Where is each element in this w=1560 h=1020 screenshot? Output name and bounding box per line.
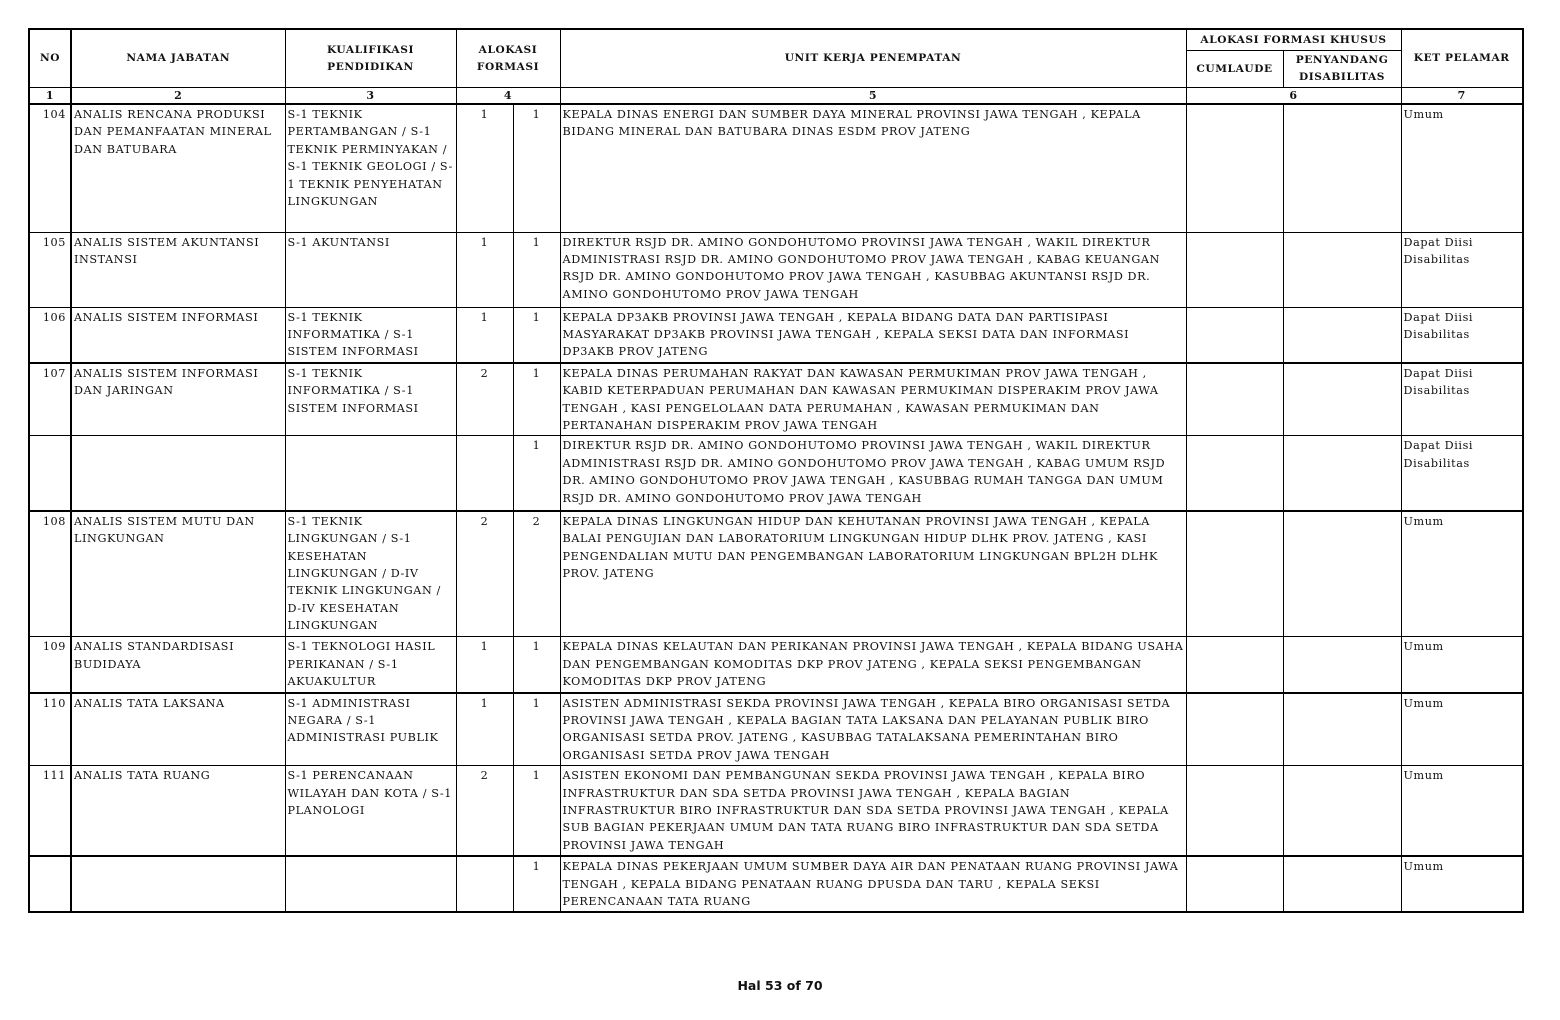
row-kualifikasi: S-1 ADMINISTRASI NEGARA / S-1 ADMINISTRASI PUBLIK	[285, 693, 456, 766]
row-kualifikasi: S-1 AKUNTANSI	[285, 232, 456, 307]
row-disabilitas	[1283, 232, 1401, 307]
row-nama-jabatan: ANALIS TATA RUANG	[71, 766, 285, 857]
row-unit-kerja: KEPALA DINAS ENERGI DAN SUMBER DAYA MINERAL PROVINSI JAWA TENGAH , KEPALA BIDANG MINERAL DAN BATUBARA DINAS ESDM PROV JATENG	[560, 104, 1186, 232]
row-alokasi-total: 1	[456, 693, 513, 766]
row-alokasi-jumlah: 1	[513, 766, 560, 857]
row-alokasi-total: 1	[456, 104, 513, 232]
row-cumlaude	[1186, 637, 1283, 693]
row-alokasi-total: 2	[456, 511, 513, 637]
row-alokasi-jumlah: 1	[513, 104, 560, 232]
column-number: 2	[71, 88, 285, 105]
row-ket: Umum	[1401, 637, 1523, 693]
row-unit-kerja: KEPALA DINAS PERUMAHAN RAKYAT DAN KAWASAN PERMUKIMAN PROV JAWA TENGAH , KABID KETERPADUAN PERUMAHAN DAN KAWASAN PERMUKIMAN DISPERAKIM PROV JAWA TENGAH , KASI PENGELOLAAN DATA PERUMAHAN , KAWASAN PERMUKIMAN DAN PERTANAHAN DISPERAKIM PROV JAWA TENGAH	[560, 363, 1186, 436]
row-kualifikasi: S-1 PERENCANAAN WILAYAH DAN KOTA / S-1 PLANOLOGI	[285, 766, 456, 857]
column-number: 5	[560, 88, 1186, 105]
table-row	[29, 104, 1523, 232]
row-no: 104	[29, 104, 71, 232]
row-alokasi-jumlah: 1	[513, 363, 560, 436]
row-kualifikasi	[285, 856, 456, 912]
row-ket: Dapat Diisi Disabilitas	[1401, 436, 1523, 511]
header-disabilitas: PENYANDANG DISABILITAS	[1283, 51, 1401, 88]
row-unit-kerja: ASISTEN EKONOMI DAN PEMBANGUNAN SEKDA PROVINSI JAWA TENGAH , KEPALA BIRO INFRASTRUKTUR DAN SDA SETDA PROVINSI JAWA TENGAH , KEPALA BAGIAN INFRASTRUKTUR BIRO INFRASTRUKTUR DAN SDA SETDA PROVINSI JAWA TENGAH , KEPALA SUB BAGIAN PEKERJAAN UMUM DAN TATA RUANG BIRO INFRASTRUKTUR DAN SDA SETDA PROVINSI JAWA TENGAH	[560, 766, 1186, 857]
row-kualifikasi: S-1 TEKNIK INFORMATIKA / S-1 SISTEM INFORMASI	[285, 363, 456, 436]
row-ket: Umum	[1401, 766, 1523, 857]
row-cumlaude	[1186, 693, 1283, 766]
row-unit-kerja: KEPALA DINAS KELAUTAN DAN PERIKANAN PROVINSI JAWA TENGAH , KEPALA BIDANG USAHA DAN PENGEMBANGAN KOMODITAS DKP PROV JATENG , KEPALA SEKSI PENGEMBANGAN KOMODITAS DKP PROV JATENG	[560, 637, 1186, 693]
column-number: 1	[29, 88, 71, 105]
row-cumlaude	[1186, 436, 1283, 511]
table-row	[29, 232, 1523, 307]
header-nama-jabatan: NAMA JABATAN	[71, 29, 285, 88]
row-unit-kerja: KEPALA DP3AKB PROVINSI JAWA TENGAH , KEPALA BIDANG DATA DAN PARTISIPASI MASYARAKAT DP3AKB PROVINSI JAWA TENGAH , KEPALA SEKSI DATA DAN INFORMASI DP3AKB PROV JATENG	[560, 307, 1186, 363]
row-alokasi-total: 1	[456, 307, 513, 363]
header-ket-pelamar: KET PELAMAR	[1401, 29, 1523, 88]
row-cumlaude	[1186, 104, 1283, 232]
row-nama-jabatan	[71, 856, 285, 912]
row-disabilitas	[1283, 637, 1401, 693]
row-alokasi-jumlah: 1	[513, 856, 560, 912]
row-alokasi-jumlah: 1	[513, 307, 560, 363]
row-kualifikasi: S-1 TEKNIK INFORMATIKA / S-1 SISTEM INFORMASI	[285, 307, 456, 363]
column-number: 4	[456, 88, 560, 105]
table-row	[29, 637, 1523, 693]
table-body	[29, 104, 1523, 912]
table-row	[29, 766, 1523, 857]
column-number: 3	[285, 88, 456, 105]
row-nama-jabatan: ANALIS STANDARDISASI BUDIDAYA	[71, 637, 285, 693]
row-nama-jabatan	[71, 436, 285, 511]
row-no: 108	[29, 511, 71, 637]
row-unit-kerja: KEPALA DINAS PEKERJAAN UMUM SUMBER DAYA AIR DAN PENATAAN RUANG PROVINSI JAWA TENGAH , KEPALA BIDANG PENATAAN RUANG DPUSDA DAN TARU , KEPALA SEKSI PERENCANAAN TATA RUANG	[560, 856, 1186, 912]
row-unit-kerja: ASISTEN ADMINISTRASI SEKDA PROVINSI JAWA TENGAH , KEPALA BIRO ORGANISASI SETDA PROVINSI JAWA TENGAH , KEPALA BAGIAN TATA LAKSANA DAN PELAYANAN PUBLIK BIRO ORGANISASI SETDA PROV. JATENG , KASUBBAG TATALAKSANA PEMERINTAHAN BIRO ORGANISASI SETDA PROV JAWA TENGAH	[560, 693, 1186, 766]
row-no: 111	[29, 766, 71, 857]
table-row	[29, 436, 1523, 511]
header-kualifikasi: KUALIFIKASI PENDIDIKAN	[285, 29, 456, 88]
table-row	[29, 307, 1523, 363]
row-no	[29, 856, 71, 912]
row-cumlaude	[1186, 766, 1283, 857]
row-nama-jabatan: ANALIS TATA LAKSANA	[71, 693, 285, 766]
row-ket: Umum	[1401, 104, 1523, 232]
row-ket: Umum	[1401, 856, 1523, 912]
row-alokasi-jumlah: 1	[513, 232, 560, 307]
row-kualifikasi: S-1 TEKNOLOGI HASIL PERIKANAN / S-1 AKUAKULTUR	[285, 637, 456, 693]
row-nama-jabatan: ANALIS RENCANA PRODUKSI DAN PEMANFAATAN MINERAL DAN BATUBARA	[71, 104, 285, 232]
row-disabilitas	[1283, 511, 1401, 637]
row-no: 105	[29, 232, 71, 307]
column-number: 6	[1186, 88, 1401, 105]
header-alokasi-formasi: ALOKASI FORMASI	[456, 29, 560, 88]
row-disabilitas	[1283, 693, 1401, 766]
row-alokasi-total	[456, 856, 513, 912]
header-alokasi-khusus: ALOKASI FORMASI KHUSUS	[1186, 29, 1401, 51]
row-cumlaude	[1186, 363, 1283, 436]
row-kualifikasi: S-1 TEKNIK PERTAMBANGAN / S-1 TEKNIK PERMINYAKAN / S-1 TEKNIK GEOLOGI / S-1 TEKNIK PENYEHATAN LINGKUNGAN	[285, 104, 456, 232]
table-row	[29, 693, 1523, 766]
row-alokasi-total	[456, 436, 513, 511]
row-disabilitas	[1283, 104, 1401, 232]
row-no	[29, 436, 71, 511]
row-nama-jabatan: ANALIS SISTEM INFORMASI DAN JARINGAN	[71, 363, 285, 436]
row-no: 106	[29, 307, 71, 363]
row-ket: Dapat Diisi Disabilitas	[1401, 363, 1523, 436]
header-no: NO	[29, 29, 71, 88]
row-nama-jabatan: ANALIS SISTEM AKUNTANSI INSTANSI	[71, 232, 285, 307]
formasi-table	[28, 28, 1524, 913]
row-ket: Dapat Diisi Disabilitas	[1401, 232, 1523, 307]
row-disabilitas	[1283, 307, 1401, 363]
row-no: 107	[29, 363, 71, 436]
header-unit-kerja: UNIT KERJA PENEMPATAN	[560, 29, 1186, 88]
row-alokasi-jumlah: 1	[513, 693, 560, 766]
row-no: 109	[29, 637, 71, 693]
row-disabilitas	[1283, 766, 1401, 857]
row-ket: Dapat Diisi Disabilitas	[1401, 307, 1523, 363]
row-nama-jabatan: ANALIS SISTEM MUTU DAN LINGKUNGAN	[71, 511, 285, 637]
column-number: 7	[1401, 88, 1523, 105]
row-unit-kerja: DIREKTUR RSJD DR. AMINO GONDOHUTOMO PROVINSI JAWA TENGAH , WAKIL DIREKTUR ADMINISTRASI RSJD DR. AMINO GONDOHUTOMO PROV JAWA TENGAH , KABAG UMUM RSJD DR. AMINO GONDOHUTOMO PROV JAWA TENGAH , KASUBBAG RUMAH TANGGA DAN UMUM RSJD DR. AMINO GONDOHUTOMO PROV JAWA TENGAH	[560, 436, 1186, 511]
row-kualifikasi	[285, 436, 456, 511]
row-cumlaude	[1186, 856, 1283, 912]
row-alokasi-jumlah: 1	[513, 637, 560, 693]
table-row	[29, 511, 1523, 637]
row-alokasi-total: 1	[456, 637, 513, 693]
row-kualifikasi: S-1 TEKNIK LINGKUNGAN / S-1 KESEHATAN LINGKUNGAN / D-IV TEKNIK LINGKUNGAN / D-IV KESEHATAN LINGKUNGAN	[285, 511, 456, 637]
row-alokasi-jumlah: 2	[513, 511, 560, 637]
row-alokasi-jumlah: 1	[513, 436, 560, 511]
row-ket: Umum	[1401, 511, 1523, 637]
row-ket: Umum	[1401, 693, 1523, 766]
row-disabilitas	[1283, 856, 1401, 912]
row-cumlaude	[1186, 511, 1283, 637]
page-number: Hal 53 of 70	[737, 978, 823, 993]
row-unit-kerja: KEPALA DINAS LINGKUNGAN HIDUP DAN KEHUTANAN PROVINSI JAWA TENGAH , KEPALA BALAI PENGUJIAN DAN LABORATORIUM LINGKUNGAN HIDUP DLHK PROV. JATENG , KASI PENGENDALIAN MUTU DAN PENGEMBANGAN LABORATORIUM LINGKUNGAN BPL2H DLHK PROV. JATENG	[560, 511, 1186, 637]
header-cumlaude: CUMLAUDE	[1186, 51, 1283, 88]
row-alokasi-total: 2	[456, 766, 513, 857]
row-cumlaude	[1186, 307, 1283, 363]
row-nama-jabatan: ANALIS SISTEM INFORMASI	[71, 307, 285, 363]
row-alokasi-total: 1	[456, 232, 513, 307]
row-disabilitas	[1283, 436, 1401, 511]
row-alokasi-total: 2	[456, 363, 513, 436]
row-unit-kerja: DIREKTUR RSJD DR. AMINO GONDOHUTOMO PROVINSI JAWA TENGAH , WAKIL DIREKTUR ADMINISTRASI RSJD DR. AMINO GONDOHUTOMO PROV JAWA TENGAH , KABAG KEUANGAN RSJD DR. AMINO GONDOHUTOMO PROV JAWA TENGAH , KASUBBAG AKUNTANSI RSJD DR. AMINO GONDOHUTOMO PROV JAWA TENGAH	[560, 232, 1186, 307]
row-cumlaude	[1186, 232, 1283, 307]
row-no: 110	[29, 693, 71, 766]
table-row	[29, 363, 1523, 436]
row-disabilitas	[1283, 363, 1401, 436]
table-row	[29, 856, 1523, 912]
